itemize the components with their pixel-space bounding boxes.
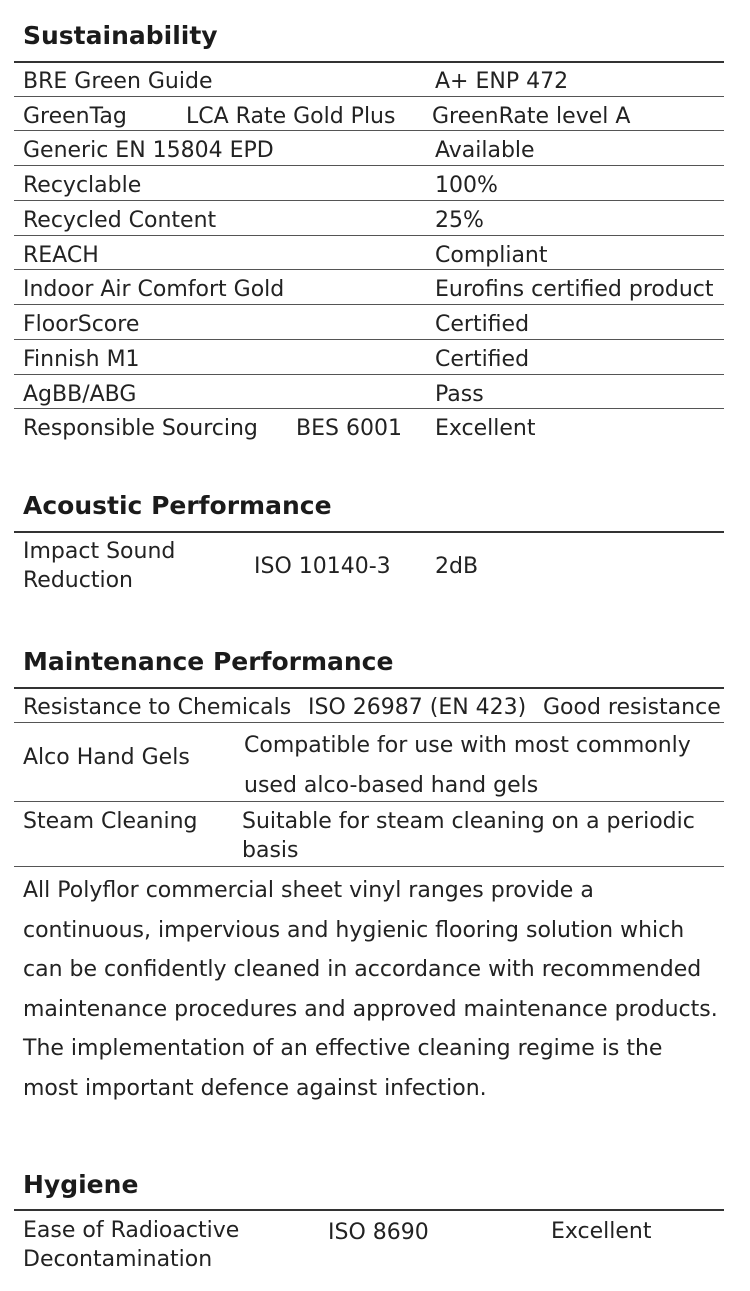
maintenance-note: All Polyflor commercial sheet vinyl ranges provide a continuous, impervious and hygienic flooring solution which can be confidently cleaned in accordance with recommended maintenance procedures and approved maintenance products. The implementation of an effective cleaning regime is the most important defence against infection.	[23, 878, 718, 1101]
row-value: Available	[435, 138, 535, 163]
row-value: GreenRate level A	[432, 104, 631, 129]
divider	[14, 687, 724, 689]
row-label: GreenTag	[23, 104, 127, 129]
row-value: Excellent	[551, 1219, 652, 1244]
sustainability-title: Sustainability	[23, 21, 218, 50]
divider	[14, 200, 724, 201]
row-label: Alco Hand Gels	[23, 745, 190, 770]
row-value: 25%	[435, 208, 484, 233]
row-value: Excellent	[435, 416, 536, 441]
row-label: Recyclable	[23, 173, 142, 198]
row-label: Responsible Sourcing	[23, 416, 258, 441]
divider	[14, 61, 724, 63]
row-value: Certified	[435, 312, 530, 337]
row-value: Compliant	[435, 243, 548, 268]
row-standard: ISO 8690	[328, 1220, 429, 1245]
row-label: Impact Sound Reduction	[23, 539, 176, 593]
row-value: 100%	[435, 173, 498, 198]
row-standard: ISO 10140-3	[254, 554, 391, 579]
row-label: AgBB/ABG	[23, 382, 137, 407]
divider	[14, 866, 724, 867]
divider	[14, 339, 724, 340]
row-value: 2dB	[435, 554, 479, 579]
row-value: Pass	[435, 382, 484, 407]
hygiene-title: Hygiene	[23, 1170, 139, 1199]
divider	[14, 165, 724, 166]
row-label: REACH	[23, 243, 99, 268]
divider	[14, 96, 724, 97]
row-value: Compatible for use with most commonly used alco-based hand gels	[244, 733, 691, 798]
row-label: Ease of Radioactive Decontamination	[23, 1218, 240, 1272]
row-label: BRE Green Guide	[23, 69, 213, 94]
row-value: Suitable for steam cleaning on a periodic basis	[242, 809, 695, 863]
divider	[14, 304, 724, 305]
row-label: Indoor Air Comfort Gold	[23, 277, 285, 302]
row-value: A+ ENP 472	[435, 69, 569, 94]
row-label: FloorScore	[23, 312, 140, 337]
divider	[14, 1209, 724, 1211]
acoustic-title: Acoustic Performance	[23, 491, 332, 520]
divider	[14, 269, 724, 270]
divider	[14, 801, 724, 802]
divider	[14, 235, 724, 236]
row-label: Resistance to Chemicals	[23, 695, 292, 720]
divider	[14, 531, 724, 533]
row-value: Eurofins certified product	[435, 277, 714, 302]
row-standard: BES 6001	[296, 416, 402, 441]
row-label: Steam Cleaning	[23, 809, 198, 834]
maintenance-title: Maintenance Performance	[23, 647, 394, 676]
row-value: Good resistance	[543, 695, 721, 720]
row-value: Certified	[435, 347, 530, 372]
row-label: Generic EN 15804 EPD	[23, 138, 274, 163]
row-label: Recycled Content	[23, 208, 217, 233]
row-standard: ISO 26987 (EN 423)	[308, 695, 527, 720]
row-label: Finnish M1	[23, 347, 140, 372]
divider	[14, 722, 724, 723]
divider	[14, 374, 724, 375]
divider	[14, 130, 724, 131]
row-standard: LCA Rate Gold Plus	[186, 104, 396, 129]
divider	[14, 408, 724, 409]
